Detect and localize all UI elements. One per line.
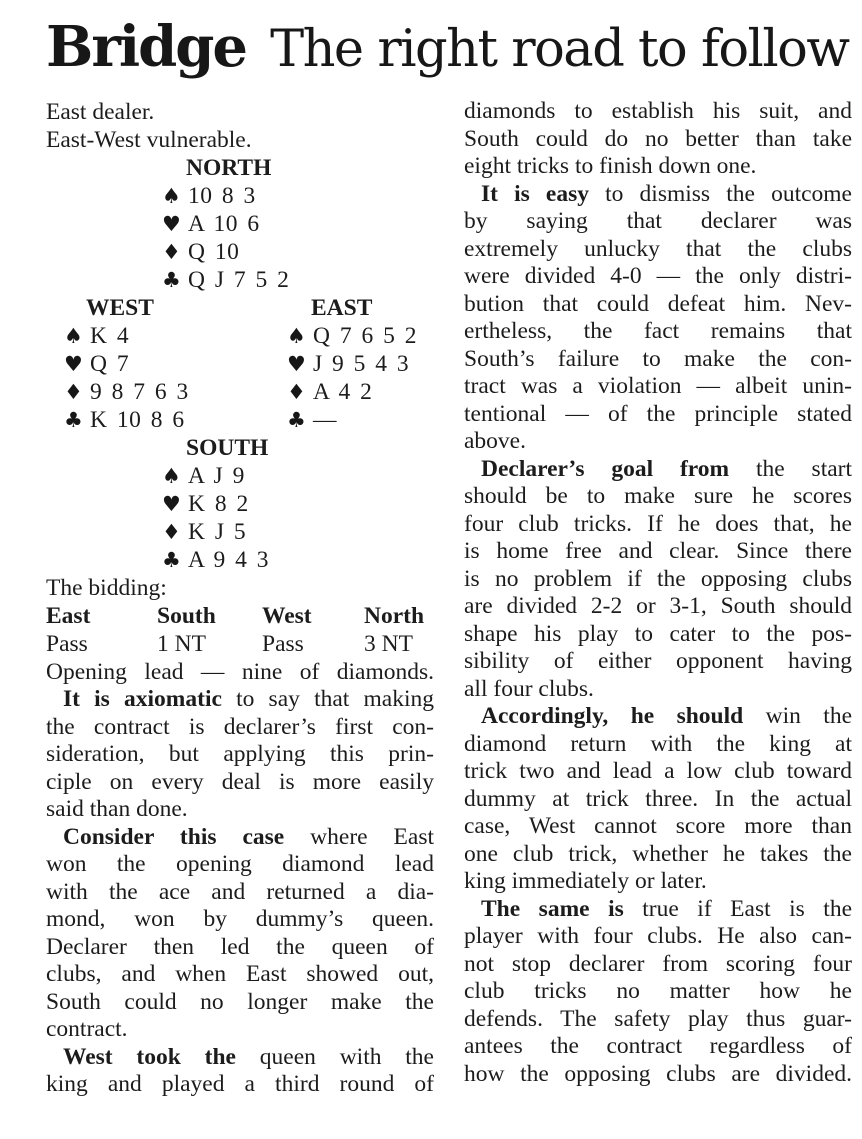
bidding-header-north: North xyxy=(364,603,425,629)
hand-south xyxy=(162,434,434,574)
text-line: dummy at trick three. In the actual xyxy=(464,785,852,812)
text-line: four club tricks. If he does that, he xyxy=(464,510,852,537)
diamond-holding-row xyxy=(162,238,434,266)
heart-holding-row xyxy=(64,350,287,378)
diamond-icon: ♦ xyxy=(287,380,306,404)
text-line: trick two and lead a low club toward xyxy=(464,758,852,784)
text-line: with the ace and returned a dia- xyxy=(46,878,434,905)
card-holding: 9 8 7 6 3 xyxy=(90,379,189,405)
text-line: is no problem if the opposing clubs xyxy=(464,565,852,592)
text-line: Declarer then led the queen of xyxy=(46,933,434,960)
masthead xyxy=(46,14,854,86)
paragraph xyxy=(464,98,852,181)
text-line: antees the contract regardless of xyxy=(464,1033,852,1059)
spade-holding-row xyxy=(64,322,287,350)
club-holding-row xyxy=(287,406,434,434)
text-line: should be to make sure he scores xyxy=(464,483,852,509)
text-line: above. xyxy=(464,428,526,454)
club-icon: ♣ xyxy=(162,268,181,292)
text-line: king immediately or later. xyxy=(464,868,707,894)
card-holding: J 9 5 4 3 xyxy=(313,351,410,377)
club-holding-row xyxy=(162,266,434,294)
text-line: Accordingly, he should win the xyxy=(481,703,852,729)
hand-south-suits xyxy=(162,462,434,574)
paragraph xyxy=(464,456,852,704)
heart-holding-row xyxy=(162,210,434,238)
hand-north xyxy=(162,154,434,294)
hand-east xyxy=(287,294,434,434)
heart-icon: ♥ xyxy=(64,352,83,376)
spade-holding-row xyxy=(162,182,434,210)
card-holding: — xyxy=(313,407,337,433)
heart-icon: ♥ xyxy=(287,352,306,376)
hand-label-east: EAST xyxy=(311,295,373,321)
heart-holding-row xyxy=(287,350,434,378)
club-icon: ♣ xyxy=(162,548,181,572)
bidding-call-east: Pass xyxy=(46,631,88,657)
bidding-section xyxy=(46,574,434,686)
text-line: shape his play to cater to the pos- xyxy=(464,620,852,647)
spade-holding-row xyxy=(162,462,434,490)
bold-lead-in: West took the xyxy=(63,1043,236,1070)
opening-lead-line: Opening lead — nine of diamonds. xyxy=(46,659,434,685)
bidding-caption: The bidding: xyxy=(46,575,167,601)
card-holding: K J 5 xyxy=(188,519,247,545)
text-line: sideration, but applying this prin- xyxy=(46,741,434,767)
text-line: ciple on every deal is more easily xyxy=(46,768,434,795)
text-line: The same is true if East is the xyxy=(481,895,852,922)
paragraph xyxy=(464,181,852,456)
hand-west xyxy=(64,294,287,434)
paragraph xyxy=(46,1044,434,1099)
paragraph xyxy=(46,686,434,824)
text-line: diamonds to establish his suit, and xyxy=(464,98,852,124)
bidding-call-south: 1 NT xyxy=(157,631,206,657)
diamond-icon: ♦ xyxy=(64,380,83,404)
text-line: how the opposing clubs are divided. xyxy=(464,1060,852,1087)
text-line: king and played a third round of xyxy=(46,1071,434,1097)
text-line: not stop declarer from scoring four xyxy=(464,950,852,977)
diamond-icon: ♦ xyxy=(162,240,181,264)
bidding-table xyxy=(46,602,434,658)
west-east-row xyxy=(46,294,434,434)
bidding-header-east: East xyxy=(46,603,91,629)
deal-diagram xyxy=(46,98,434,574)
right-column xyxy=(464,98,852,1099)
card-holding: K 8 2 xyxy=(188,491,249,517)
text-line: bution that could defeat him. Nev- xyxy=(464,290,852,317)
bold-lead-in: Accordingly, he should xyxy=(481,703,744,729)
text-line: clubs, and when East showed out, xyxy=(46,961,434,987)
text-line: tentional — of the principle stated xyxy=(464,400,852,427)
card-holding: A 9 4 3 xyxy=(188,547,270,573)
text-line: extremely unlucky that the clubs xyxy=(464,235,852,262)
text-line: club tricks no matter how he xyxy=(464,978,852,1004)
text-line: West took the queen with the xyxy=(63,1043,434,1070)
club-holding-row xyxy=(162,546,434,574)
bold-lead-in: Declarer’s goal from xyxy=(481,455,730,482)
dealer-line: East dealer. xyxy=(46,99,155,125)
text-line: ertheless, the fact remains that xyxy=(464,318,852,344)
vulnerability-line: East-West vulnerable. xyxy=(46,127,252,153)
text-line: sibility of either opponent having xyxy=(464,648,852,674)
text-line: won the opening diamond lead xyxy=(46,851,434,877)
text-line: all four clubs. xyxy=(464,675,594,702)
hand-east-suits xyxy=(287,322,434,434)
bold-lead-in: It is axiomatic xyxy=(63,686,222,712)
hand-west-suits xyxy=(64,322,287,434)
bidding-header-west: West xyxy=(262,603,312,629)
text-line: player with four clubs. He also can- xyxy=(464,923,852,949)
text-line: one club trick, whether he takes the xyxy=(464,840,852,867)
bidding-call-west: Pass xyxy=(262,631,304,657)
spade-icon: ♠ xyxy=(162,464,181,488)
card-holding: Q J 7 5 2 xyxy=(188,267,290,293)
text-line: tract was a violation — albeit unin- xyxy=(464,373,852,399)
card-holding: 10 8 3 xyxy=(188,183,256,209)
heart-icon: ♥ xyxy=(162,492,181,516)
club-holding-row xyxy=(64,406,287,434)
text-line: defends. The safety play thus guar- xyxy=(464,1005,852,1032)
left-column xyxy=(46,98,434,1099)
text-line: case, West cannot score more than xyxy=(464,813,852,839)
heart-icon: ♥ xyxy=(162,212,181,236)
text-line: Declarer’s goal from the start xyxy=(481,455,852,482)
bold-lead-in: Consider this case xyxy=(63,823,285,850)
bold-lead-in: The same is xyxy=(481,895,624,922)
hand-label-west: WEST xyxy=(86,295,154,321)
article-headline: The right road to follow xyxy=(270,20,849,79)
text-line: said than done. xyxy=(46,796,188,822)
text-line: were divided 4-0 — the only distri- xyxy=(464,263,852,289)
text-line: the contract is declarer’s first con- xyxy=(46,713,434,740)
text-line: are divided 2-2 or 3-1, South should xyxy=(464,593,852,619)
diamond-holding-row xyxy=(162,518,434,546)
text-line: diamond return with the king at xyxy=(464,730,852,757)
card-holding: Q 7 6 5 2 xyxy=(313,323,417,349)
bidding-call-north: 3 NT xyxy=(364,631,413,657)
heart-holding-row xyxy=(162,490,434,518)
text-line: South could no longer make the xyxy=(46,988,434,1015)
text-line: It is easy to dismiss the outcome xyxy=(481,180,852,207)
column-logo: Bridge xyxy=(46,14,247,80)
text-line: mond, won by dummy’s queen. xyxy=(46,906,434,932)
right-column-paragraphs xyxy=(464,98,852,1088)
card-holding: A 4 2 xyxy=(313,379,373,405)
text-line: South’s failure to make the con- xyxy=(464,345,852,372)
article-columns xyxy=(46,98,854,1099)
diamond-holding-row xyxy=(64,378,287,406)
text-line: South could do no better than take xyxy=(464,125,852,152)
text-line: by saying that declarer was xyxy=(464,208,852,234)
card-holding: K 10 8 6 xyxy=(90,407,185,433)
diamond-holding-row xyxy=(287,378,434,406)
spade-icon: ♠ xyxy=(64,324,83,348)
card-holding: A 10 6 xyxy=(188,211,260,237)
text-line: contract. xyxy=(46,1016,128,1042)
hand-north-suits xyxy=(162,182,434,294)
text-line: It is axiomatic to say that making xyxy=(63,686,434,712)
club-icon: ♣ xyxy=(64,408,83,432)
paragraph xyxy=(464,703,852,896)
spade-icon: ♠ xyxy=(287,324,306,348)
text-line: is home free and clear. Since there xyxy=(464,538,852,564)
paragraph xyxy=(46,824,434,1044)
card-holding: Q 7 xyxy=(90,351,130,377)
hand-label-south: SOUTH xyxy=(186,435,269,461)
card-holding: A J 9 xyxy=(188,463,245,489)
bold-lead-in: It is easy xyxy=(481,180,589,207)
text-line: eight tricks to finish down one. xyxy=(464,153,757,179)
spade-icon: ♠ xyxy=(162,184,181,208)
card-holding: Q 10 xyxy=(188,239,240,265)
text-line: Consider this case where East xyxy=(63,823,434,850)
hand-label-north: NORTH xyxy=(186,155,272,181)
club-icon: ♣ xyxy=(287,408,306,432)
left-column-paragraphs xyxy=(46,686,434,1099)
diamond-icon: ♦ xyxy=(162,520,181,544)
card-holding: K 4 xyxy=(90,323,130,349)
paragraph xyxy=(464,896,852,1089)
spade-holding-row xyxy=(287,322,434,350)
bidding-header-south: South xyxy=(157,603,216,629)
